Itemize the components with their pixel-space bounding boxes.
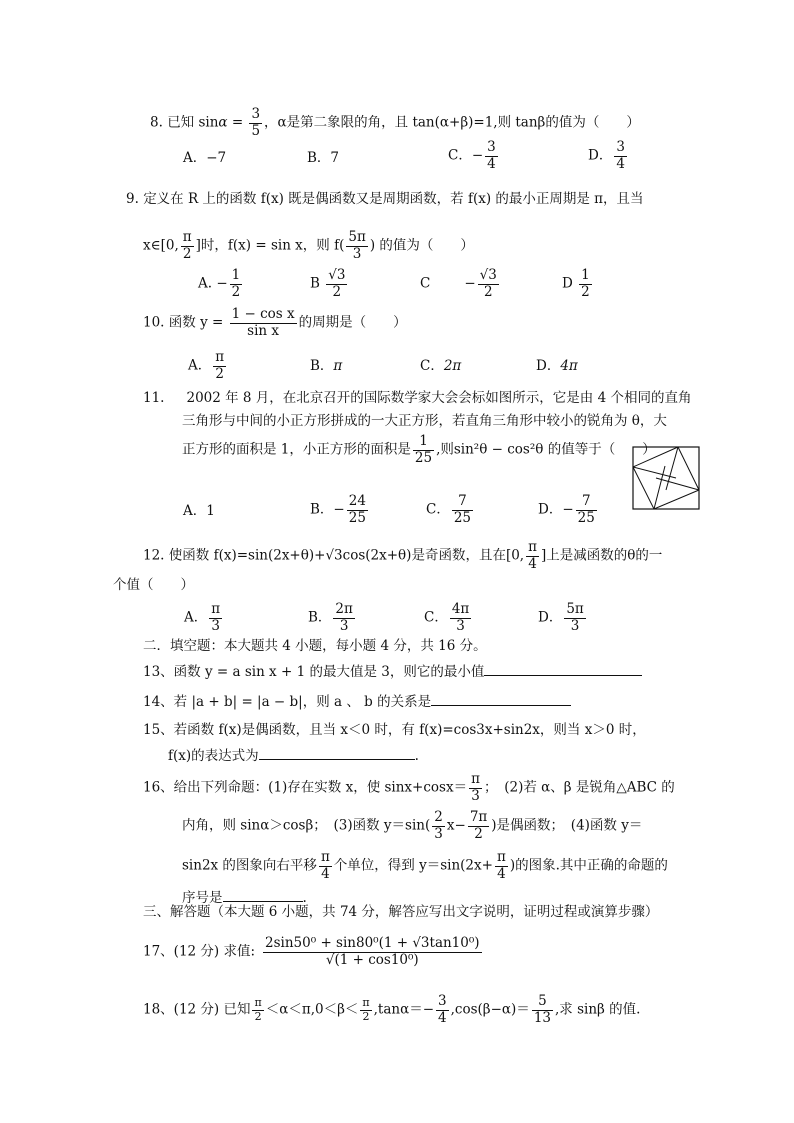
q9-number: 9. bbox=[126, 191, 139, 207]
q8-number: 8. bbox=[150, 114, 163, 131]
q15-line1: 15、若函数 f(x)是偶函数，且当 x＜0 时，有 f(x)=cos3x+sin2x，则当 x＞0 时， bbox=[143, 722, 646, 738]
q12-option-c: C． $\frac{4\pi}{3}$ bbox=[424, 601, 470, 634]
q11-stem-line1: 11. 2002 年 8 月，在北京召开的国际数学家大会会标如图所示，它是由 4 个相同的直角 bbox=[143, 390, 692, 406]
q9-option-a: A. − $\frac{1}{2}$ bbox=[198, 267, 241, 300]
q8-option-d: D． $\frac{3}{4}$ bbox=[588, 139, 625, 172]
q18: 18、(12 分) 已知 $\frac{\pi}{2}$ ＜α＜π,0＜β＜ $\frac{\pi}{2}$ ,tanα＝− $\frac{3}{4}$ ,cos(β−α)＝ $\frac{5}{13}$ ,求 sinβ 的值. bbox=[143, 993, 641, 1026]
section-2-heading: 二．填空题：本大题共 4 小题，每小题 4 分，共 16 分。 bbox=[143, 638, 487, 654]
q10-option-c: C．2π bbox=[420, 358, 462, 374]
q11-option-b: B．− $\frac{24}{25}$ bbox=[310, 493, 366, 526]
q16-line2: 内角，则 sinα＞cosβ； (3)函数 y＝sin( $\frac{2}{3}$ x− $\frac{7\pi}{2}$ )是偶函数； (4)函数 y＝ bbox=[182, 809, 643, 842]
q10-option-a: A． $\frac{\pi}{2}$ bbox=[188, 349, 225, 382]
q12-option-a: A． $\frac{\pi}{3}$ bbox=[184, 601, 221, 634]
q15-answer-blank[interactable] bbox=[259, 746, 415, 760]
q13-answer-blank[interactable] bbox=[484, 662, 642, 676]
q16-line4: 序号是 . bbox=[182, 890, 307, 906]
q10-stem: 10. 函数 y = $\frac{\text{1 − cos x}}{\text{sin x}}$ 的周期是（ ） bbox=[143, 306, 407, 339]
q9-option-b: B $\frac{√3}{2}$ bbox=[310, 267, 346, 300]
q9-stem-line2: x∈[0, $\frac{\pi}{2}$ ]时，f(x) = sin x，则 f( $\frac{5\pi}{3}$ ) 的值为（ ） bbox=[143, 229, 474, 262]
q16-line3: sin2x 的图象向右平移 $\frac{\pi}{4}$ 个单位，得到 y＝sin(2x+ $\frac{\pi}{4}$ )的图象.其中正确的命题的 bbox=[182, 849, 668, 882]
q16-line1: 16、给出下列命题：(1)存在实数 x，使 sinx+cosx＝ $\frac{\pi}{3}$ ； (2)若 α、β 是锐角△ABC 的 bbox=[143, 771, 675, 804]
q16-answer-blank[interactable] bbox=[223, 888, 303, 902]
section-3-heading: 三、解答题（本大题 6 小题，共 74 分，解答应写出文字说明，证明过程或演算步骤） bbox=[143, 904, 659, 920]
q12-number: 12. bbox=[143, 547, 165, 564]
q15-line2: f(x)的表达式为 . bbox=[168, 748, 419, 764]
q11-option-a: A．1 bbox=[183, 503, 215, 519]
q11-number: 11. bbox=[143, 390, 165, 406]
q13: 13、函数 y = a sin x + 1 的最大值是 3，则它的最小值 bbox=[143, 662, 642, 680]
q10-option-b: B．π bbox=[310, 358, 343, 374]
q11-option-c: C． $\frac{7}{25}$ bbox=[426, 493, 472, 526]
q12-option-b: B． $\frac{2\pi}{3}$ bbox=[308, 601, 353, 634]
q8-fraction: $\frac{3}{5}$ bbox=[251, 106, 261, 139]
q8-option-a: A．−7 bbox=[183, 150, 227, 166]
q8-option-c: C．− $\frac{3}{4}$ bbox=[448, 139, 496, 172]
q12-stem-line2: 个值（ ） bbox=[113, 577, 194, 593]
q14: 14、若 |a + b| = |a − b|，则 a 、 b 的关系是 bbox=[143, 692, 571, 710]
q11-stem-line3: 正方形的面积是 1，小正方形的面积是 $\frac{1}{25}$ ,则sin²θ − cos²θ 的值等于（ ） bbox=[182, 433, 656, 466]
q10-number: 10. bbox=[143, 314, 165, 331]
q10-option-d: D．4π bbox=[536, 358, 578, 374]
q11-pinwheel-figure bbox=[632, 446, 700, 510]
q17: 17、(12 分) 求值: $\frac{\text{2sin50⁰ + sin80⁰(1 + √3tan10⁰)}}{\text{√(1 + cos10⁰)}}$ bbox=[143, 935, 480, 968]
q8-stem: 8. 已知 sinα = $\frac{3}{5}$ ，α是第二象限的角，且 tan(α+β)=1,则 tanβ的值为（ ） bbox=[150, 106, 640, 139]
q9-option-c: C − $\frac{√3}{2}$ bbox=[420, 267, 497, 300]
q8-option-b: B．7 bbox=[307, 150, 340, 166]
q12-stem-line1: 12. 使函数 f(x)=sin(2x+θ)+√3cos(2x+θ)是奇函数，且在[0, $\frac{\pi}{4}$ ]上是减函数的θ的一 bbox=[143, 539, 663, 572]
q11-option-d: D．− $\frac{7}{25}$ bbox=[538, 493, 595, 526]
q14-answer-blank[interactable] bbox=[431, 692, 571, 706]
q9-option-d: D $\frac{1}{2}$ bbox=[562, 267, 590, 300]
q9-stem-line1: 9. 定义在 R 上的函数 f(x) 既是偶函数又是周期函数，若 f(x) 的最小正周期是 π，且当 bbox=[126, 191, 644, 207]
q12-option-d: D． $\frac{5\pi}{3}$ bbox=[538, 601, 584, 634]
q11-stem-line2: 三角形与中间的小正方形拼成的一大正方形，若直角三角形中较小的锐角为 θ，大 bbox=[182, 413, 667, 429]
